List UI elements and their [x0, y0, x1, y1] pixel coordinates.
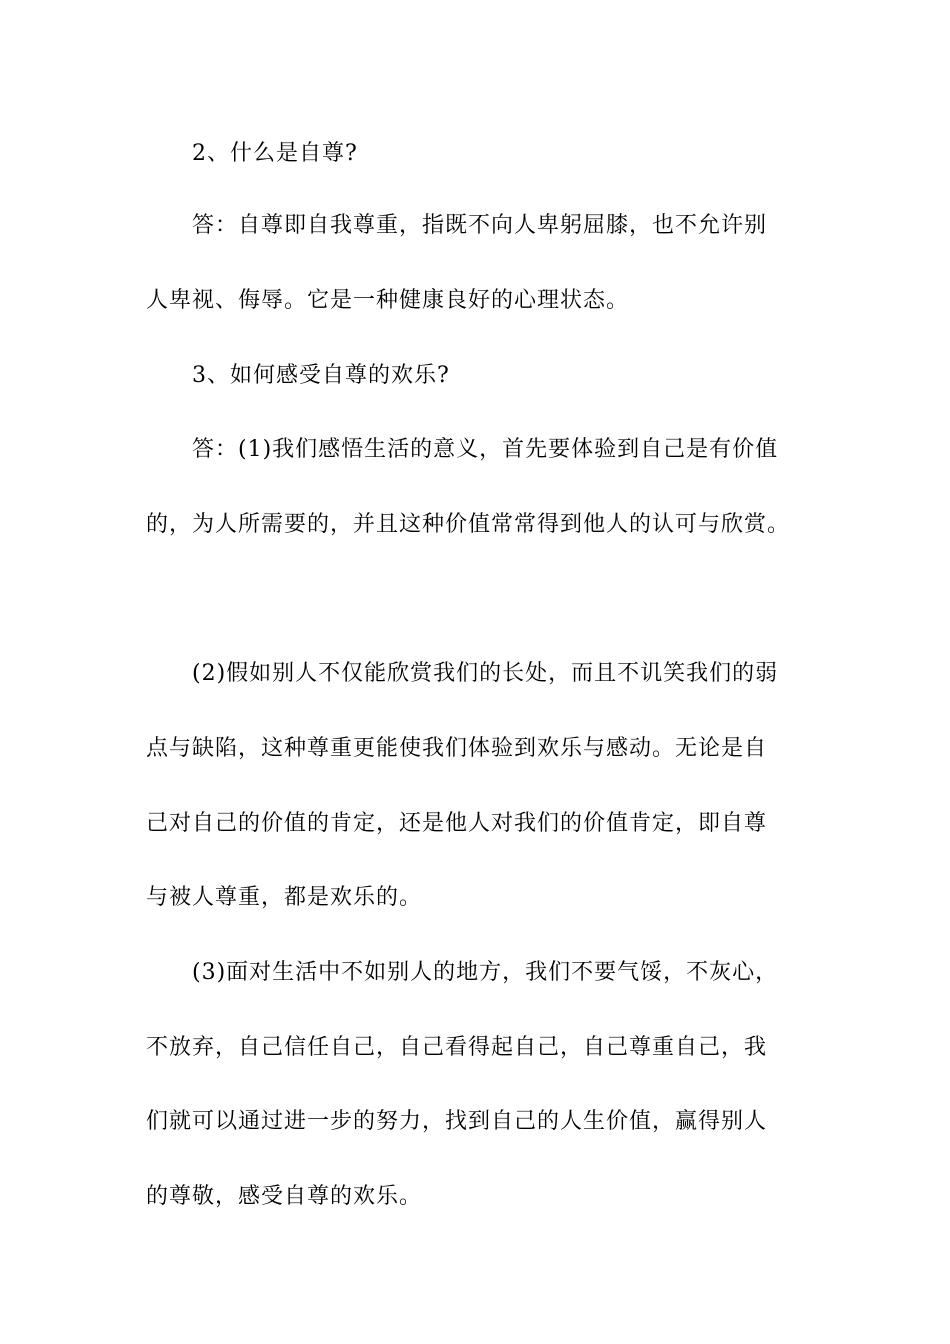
point-3-line-2: 不放弃，自己信任自己，自己看得起自己，自己尊重自己，我 [146, 1035, 768, 1060]
answer-2-line-1: 答：自尊即自我尊重，指既不向人卑躬屈膝，也不允许别 [192, 213, 768, 238]
point-3-line-3: 们就可以通过进一步的努力，找到自己的人生价值，赢得别人 [146, 1109, 768, 1134]
point-2-line-1: (2)假如别人不仅能欣赏我们的长处，而且不讥笑我们的弱 [192, 661, 779, 686]
question-3-heading: 3、如何感受自尊的欢乐? [192, 363, 450, 388]
question-2-heading: 2、什么是自尊? [192, 141, 358, 166]
answer-3-line-1: 答：(1)我们感悟生活的意义，首先要体验到自己是有价值 [192, 437, 779, 462]
answer-2-line-2: 人卑视、侮辱。它是一种健康良好的心理状态。 [146, 288, 630, 313]
point-2-line-3: 己对自己的价值的肯定，还是他人对我们的价值肯定，即自尊 [146, 811, 768, 836]
point-3-line-1: (3)面对生活中不如别人的地方，我们不要气馁，不灰心， [192, 960, 779, 985]
point-2-line-4: 与被人尊重，都是欢乐的。 [146, 885, 423, 910]
answer-3-line-2: 的，为人所需要的，并且这种价值常常得到他人的认可与欣赏。 [146, 512, 791, 537]
point-3-line-4: 的尊敬，感受自尊的欢乐。 [146, 1184, 423, 1209]
point-2-line-2: 点与缺陷，这种尊重更能使我们体验到欢乐与感动。无论是自 [146, 736, 768, 761]
